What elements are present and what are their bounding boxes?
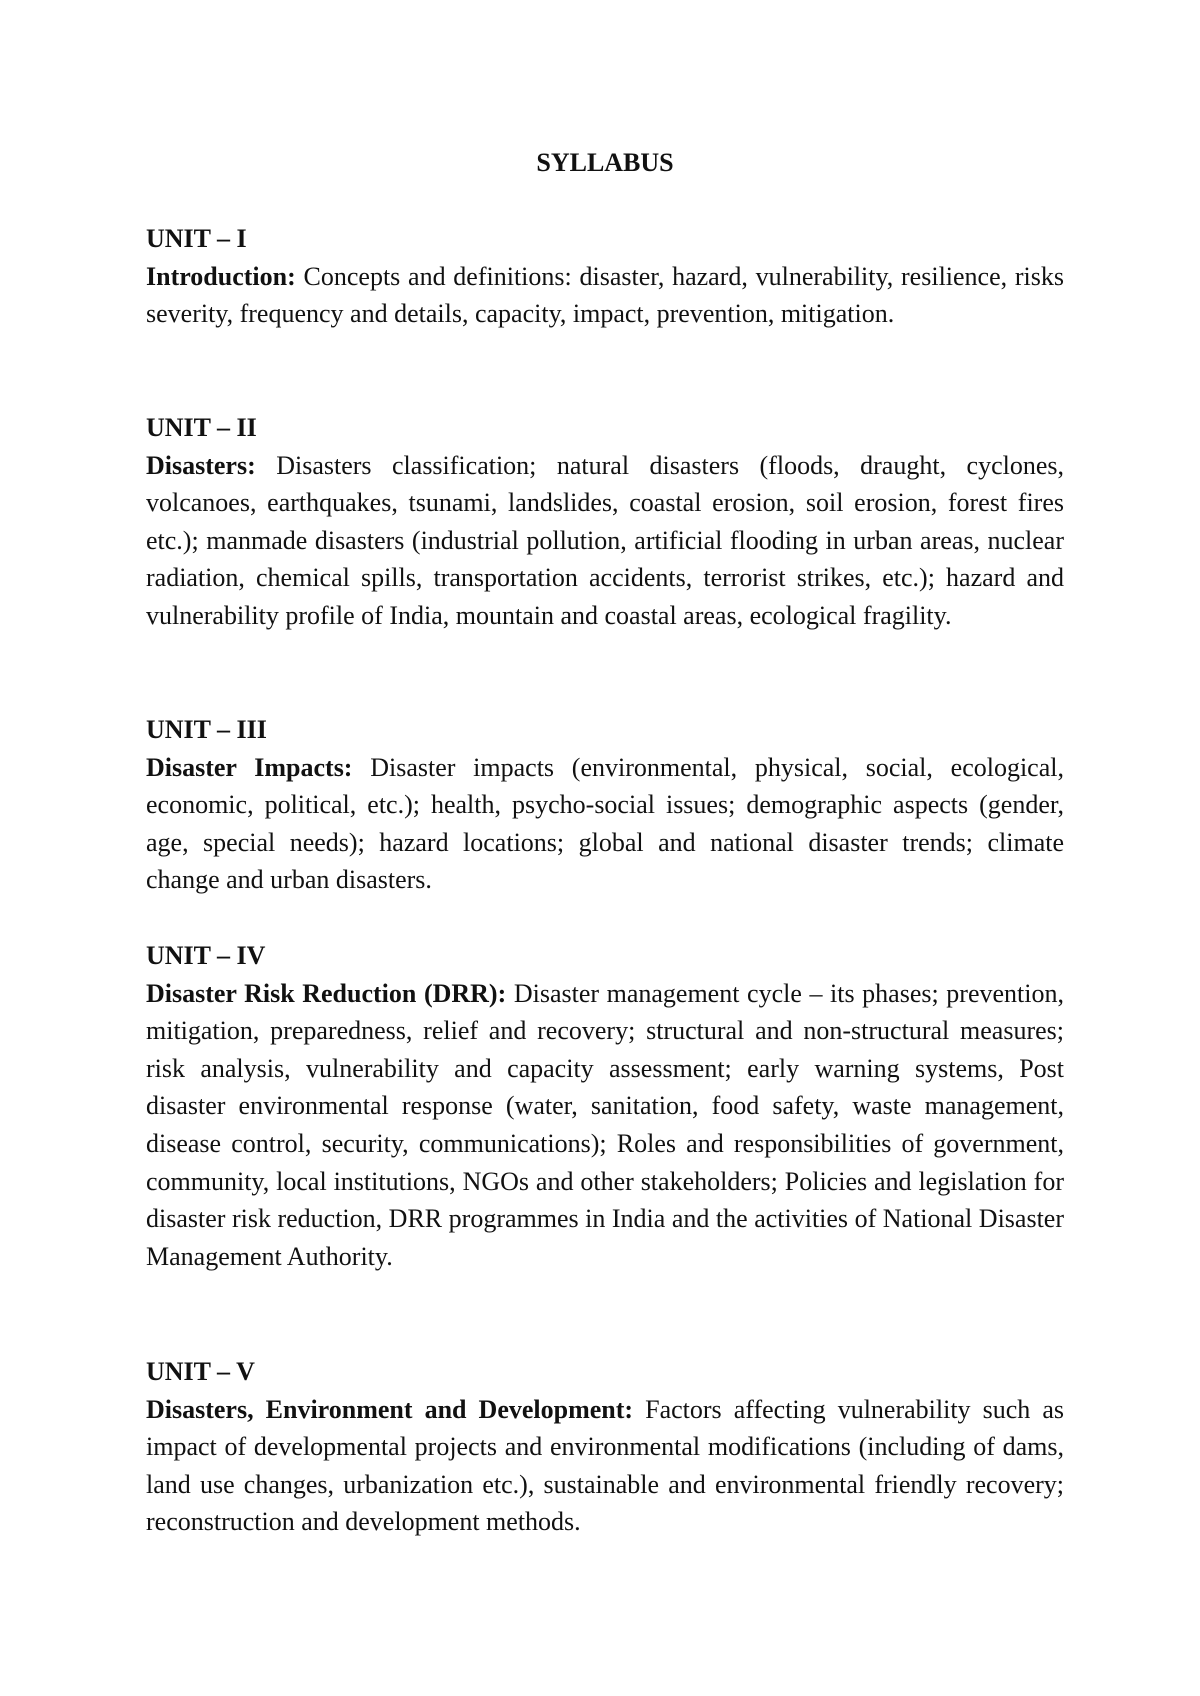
unit-description: Concepts and definitions: disaster, hazard, vulnerability, resilience, risks severity, frequency and details, capacity, impact, prevention, mitigation. [146,261,1064,329]
unit-lead: Disasters: [146,450,256,480]
unit-heading: UNIT – I [146,224,247,253]
document-title: SYLLABUS [536,148,674,177]
unit-section-4 [146,937,1064,1275]
unit-description: Disaster management cycle – its phases; prevention, mitigation, preparedness, relief and recovery; structural and non-structural measures; risk analysis, vulnerability and capacity assessment; early warning systems, Post disaster environmental response (water, sanitation, food safety, waste management, disease control, security, communications); Roles and responsibilities of government, community, local institutions, NGOs and other stakeholders; Policies and legislation for disaster risk reduction, DRR programmes in India and the activities of National Disaster Management Authority. [146,978,1064,1271]
unit-body [146,975,1064,1276]
unit-description: Factors affecting vulnerability such as impact of developmental projects and environmental modifications (including of dams, land use changes, urbanization etc.), sustainable and environmental friendly recovery; reconstruction and development methods. [146,1394,1064,1537]
unit-heading: UNIT – II [146,413,257,442]
unit-body [146,749,1064,899]
unit-section-3 [146,711,1064,899]
unit-heading: UNIT – IV [146,941,266,970]
unit-lead: Disaster Risk Reduction (DRR): [146,978,507,1008]
unit-section-5 [146,1353,1064,1541]
unit-body [146,1391,1064,1541]
unit-body [146,258,1064,333]
unit-lead: Disaster Impacts: [146,752,353,782]
unit-description: Disasters classification; natural disasters (floods, draught, cyclones, volcanoes, earthquakes, tsunami, landslides, coastal erosion, soil erosion, forest fires etc.); manmade disasters (industrial pollution, artificial flooding in urban areas, nuclear radiation, chemical spills, transportation accidents, terrorist strikes, etc.); hazard and vulnerability profile of India, mountain and coastal areas, ecological fragility. [146,450,1064,630]
unit-lead: Disasters, Environment and Development: [146,1394,634,1424]
unit-heading: UNIT – V [146,1357,255,1386]
unit-description: Disaster impacts (environmental, physical, social, ecological, economic, political, etc.); health, psycho-social issues; demographic aspects (gender, age, special needs); hazard locations; global and national disaster trends; climate change and urban disasters. [146,752,1064,895]
unit-lead: Introduction: [146,261,296,291]
unit-section-1 [146,220,1064,333]
unit-section-2 [146,409,1064,635]
unit-heading: UNIT – III [146,715,267,744]
unit-body [146,447,1064,635]
